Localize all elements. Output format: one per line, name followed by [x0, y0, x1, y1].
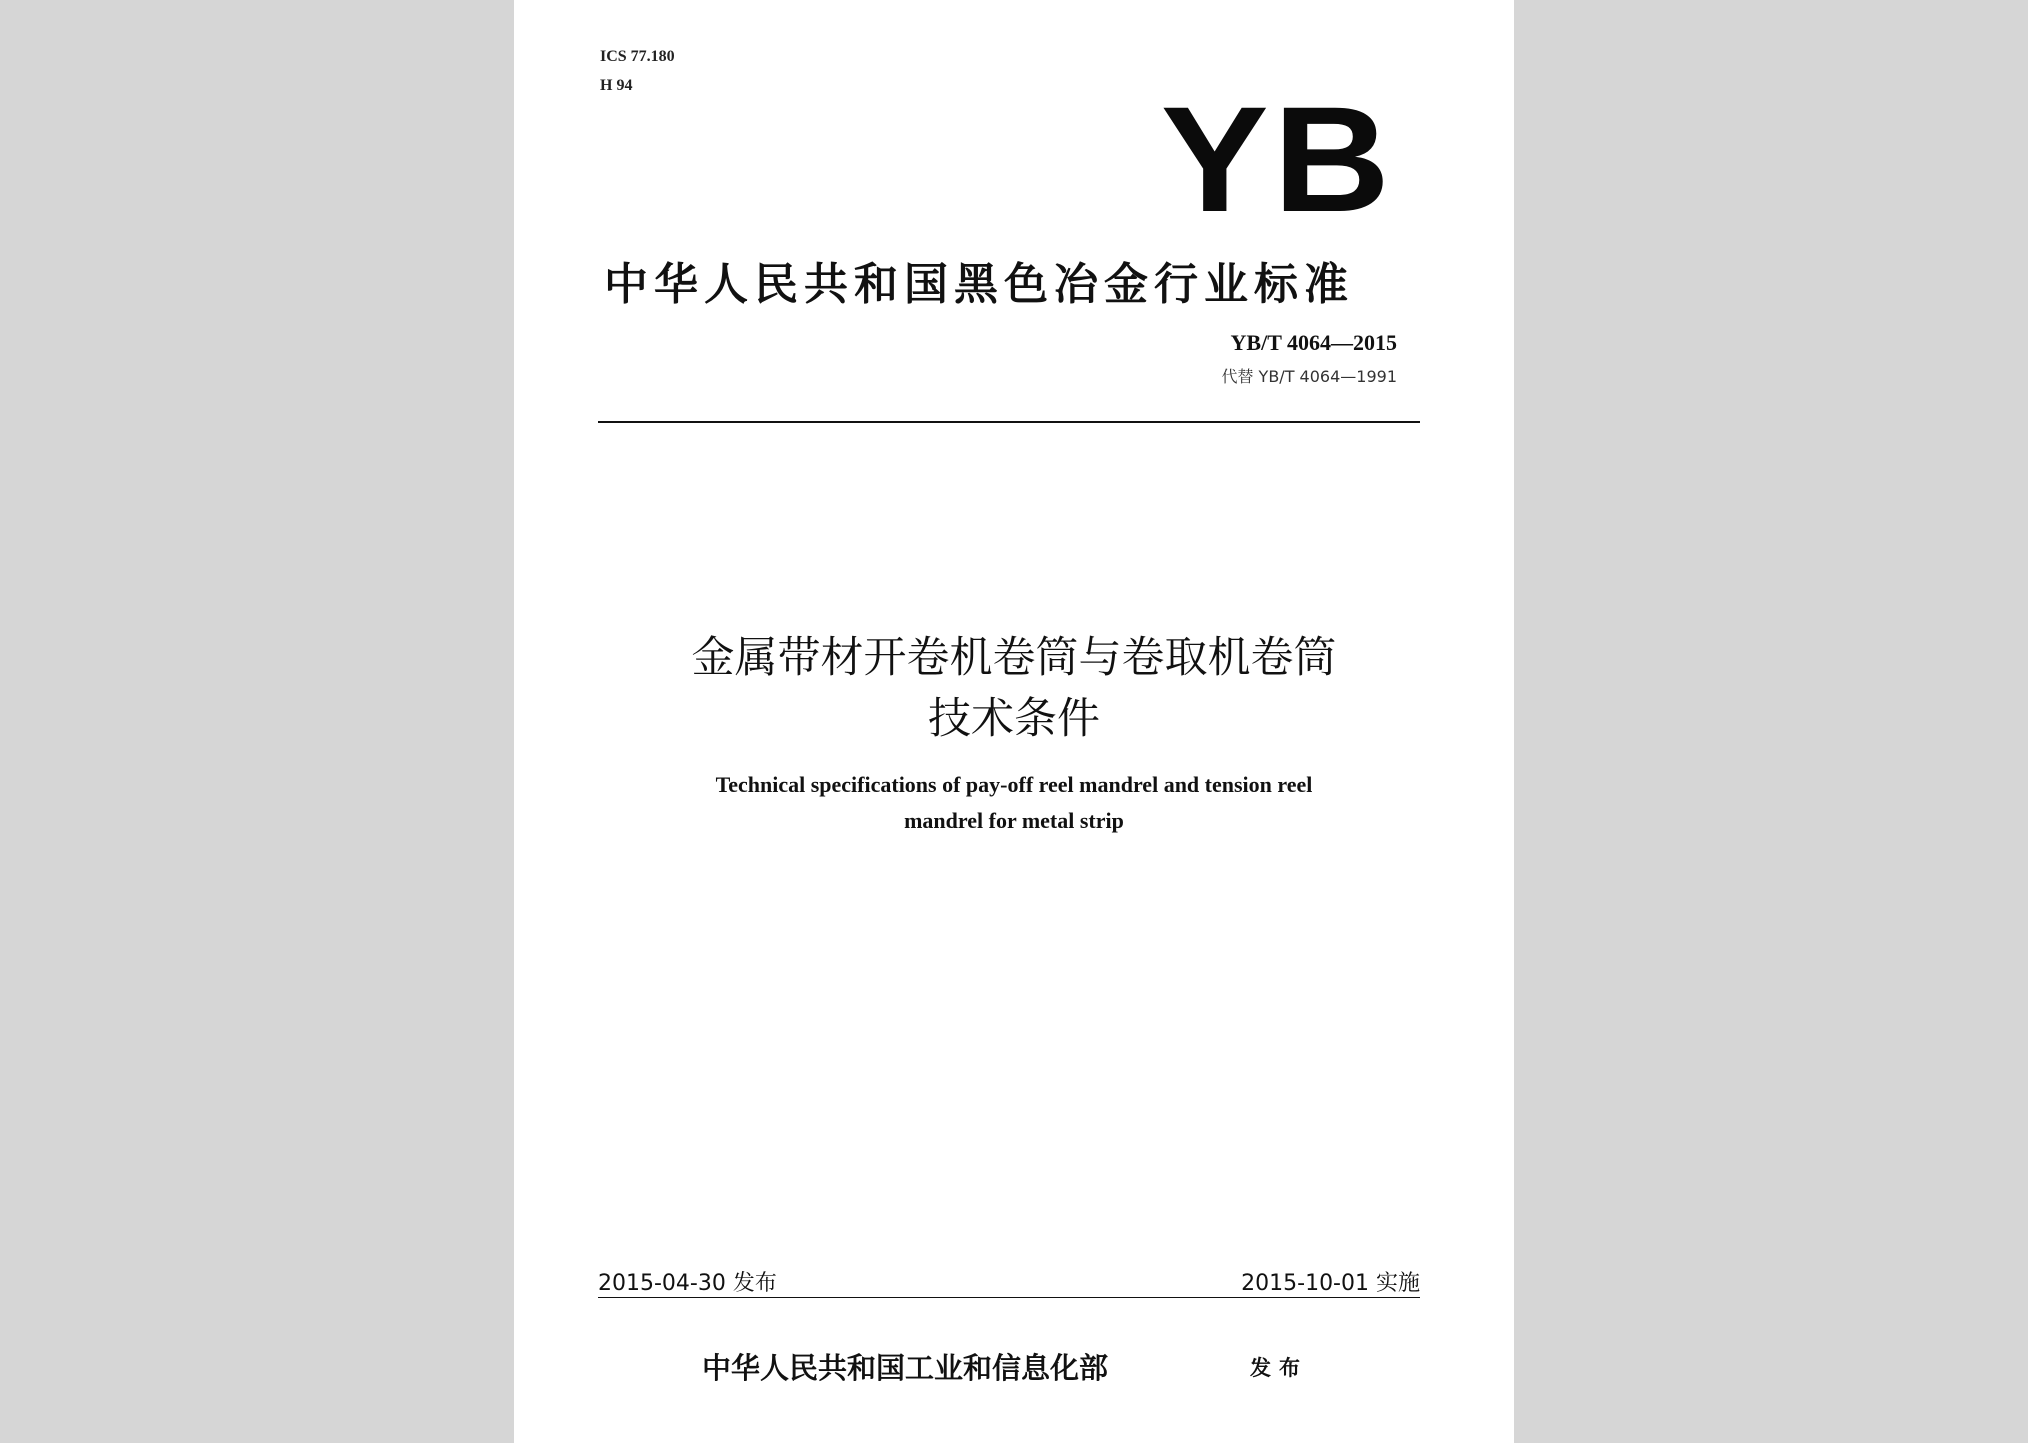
standard-category: 中华人民共和国黑色冶金行业标准: [604, 259, 1354, 310]
document-page: [514, 0, 1514, 1443]
yb-logo: YB: [1160, 75, 1394, 243]
chinese-title-line-1: 金属带材开卷机卷筒与卷取机卷筒: [691, 633, 1337, 683]
footer-divider: [598, 1297, 1420, 1298]
issue-date: 2015-04-30 发布: [598, 1271, 777, 1296]
chinese-title-line-2: 技术条件: [928, 694, 1100, 744]
ics-code: ICS 77.180: [600, 48, 675, 65]
english-title-line-1: Technical specifications of pay-off reel mandrel and tension reel: [715, 772, 1313, 797]
standard-number: YB/T 4064—2015: [1230, 330, 1397, 355]
replaced-standard: 代替 YB/T 4064—1991: [1221, 367, 1397, 386]
issue-action: 发布: [1250, 1355, 1308, 1380]
english-title-line-2: mandrel for metal strip: [904, 808, 1124, 833]
header-divider: [598, 421, 1420, 423]
implementation-date: 2015-10-01 实施: [1241, 1271, 1420, 1296]
issuing-authority: 中华人民共和国工业和信息化部: [702, 1351, 1109, 1385]
ccs-code: H 94: [600, 77, 633, 94]
